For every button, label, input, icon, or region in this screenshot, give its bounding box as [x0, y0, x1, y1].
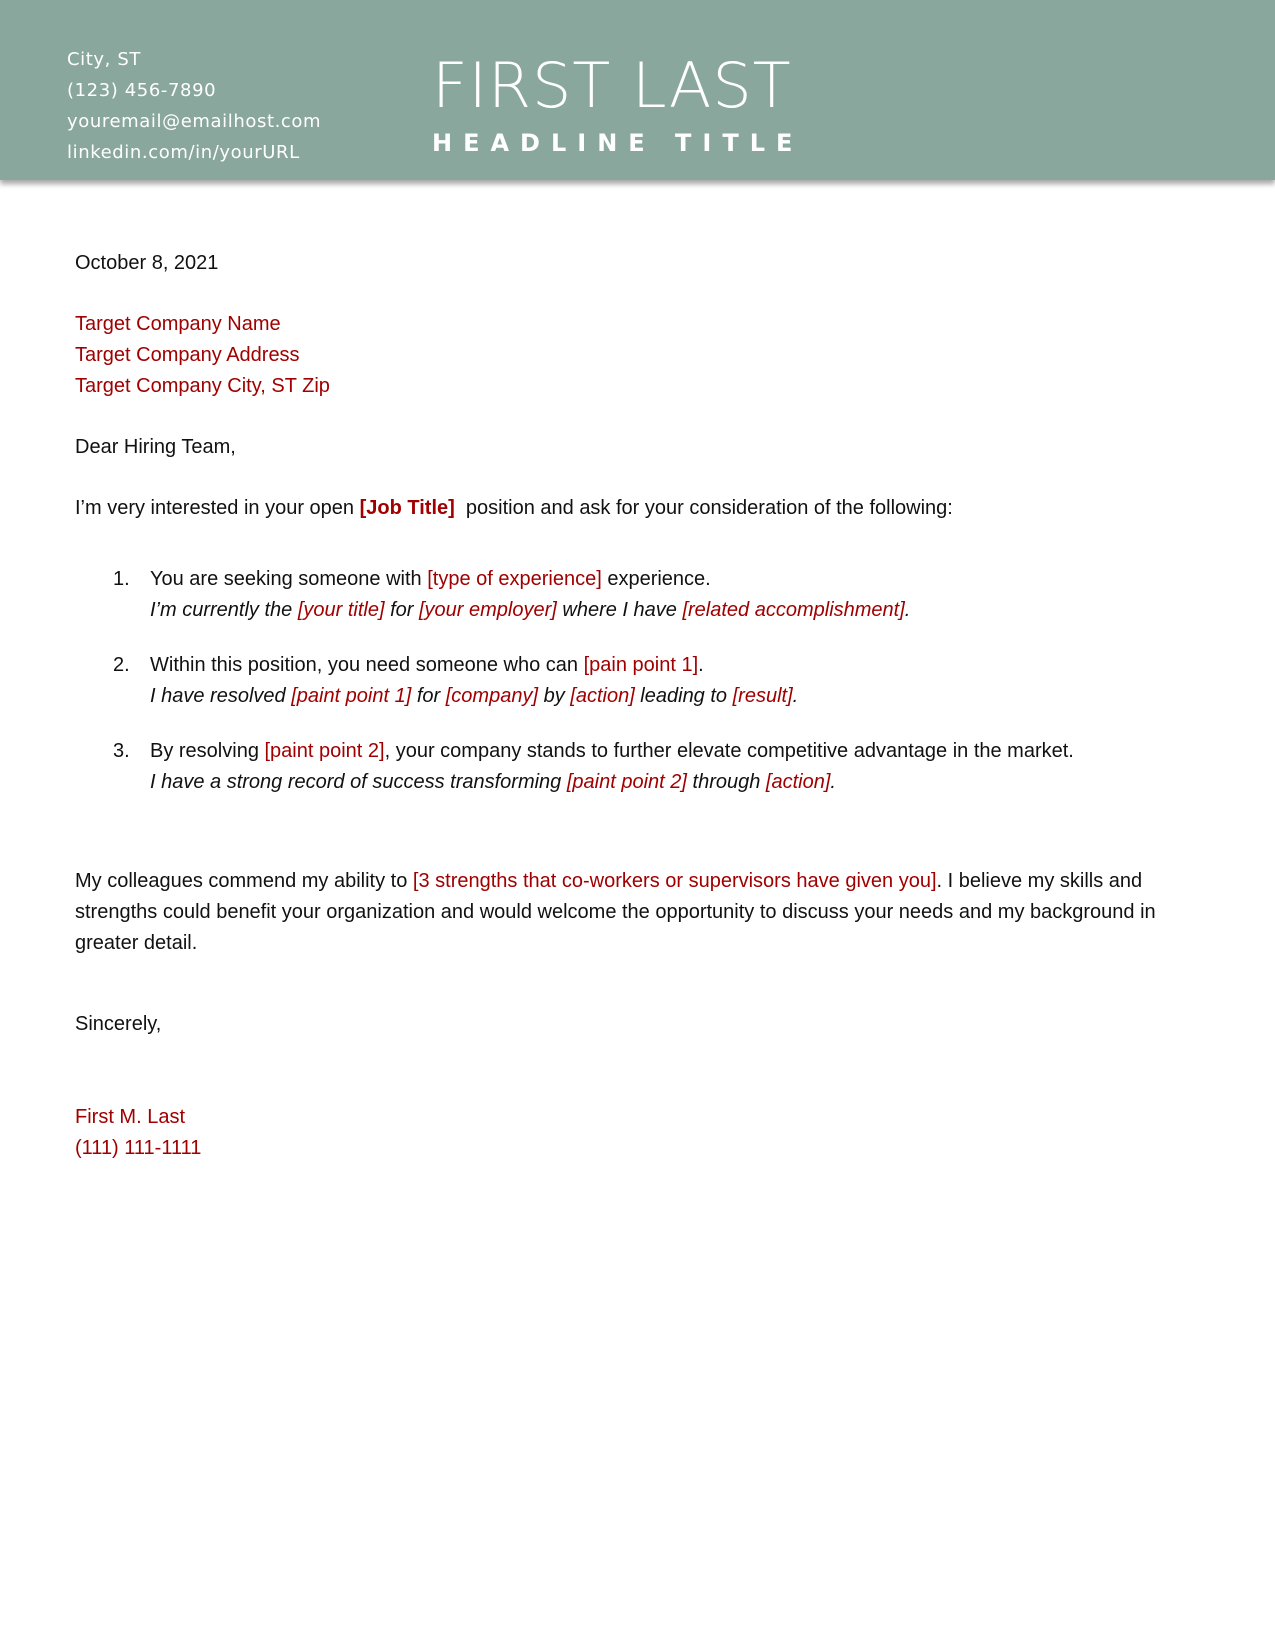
- list-item: [75, 650, 1215, 712]
- contact-linkedin: linkedin.com/in/yourURL: [67, 142, 300, 163]
- list-item-line2: I have a strong record of success transforming [paint point 2] through [action].: [150, 771, 836, 793]
- list-item: [75, 736, 1215, 798]
- company-name: Target Company Name: [75, 313, 281, 335]
- headline-title: HEADLINE TITLE: [432, 129, 804, 157]
- list-item-line1: Within this position, you need someone who can [pain point 1].: [150, 654, 704, 676]
- list-item-line1: You are seeking someone with [type of experience] experience.: [150, 568, 711, 590]
- list-item-line2: I’m currently the [your title] for [your employer] where I have [related accomplishment].: [150, 599, 911, 621]
- list-item: [75, 564, 1215, 626]
- intro-text-end: position and ask for your consideration of the following:: [454, 497, 953, 519]
- signoff: Sincerely,: [75, 1013, 162, 1035]
- list-number: 1.: [113, 568, 130, 590]
- list-item-line1: By resolving [paint point 2], your company stands to further elevate competitive advantage in the market.: [150, 740, 1074, 762]
- strengths-placeholder: [3 strengths that co-workers or supervisors have given you]: [412, 870, 937, 892]
- list-item-line2: I have resolved [paint point 1] for [company] by [action] leading to [result].: [150, 685, 799, 707]
- intro-text: I’m very interested in your open: [75, 497, 360, 519]
- letter-date: October 8, 2021: [75, 252, 219, 274]
- signature-name: First M. Last: [75, 1106, 186, 1128]
- company-city: Target Company City, ST Zip: [75, 375, 330, 397]
- contact-city: City, ST: [67, 49, 141, 70]
- qualification-list: [75, 564, 1215, 798]
- company-address: Target Company Address: [75, 344, 300, 366]
- list-number: 2.: [113, 654, 130, 676]
- job-title-placeholder: [Job Title]: [359, 497, 455, 519]
- list-number: 3.: [113, 740, 130, 762]
- letterhead-banner: [0, 0, 1275, 180]
- company-address-block: [75, 309, 1215, 402]
- letter-body: [75, 248, 1215, 1164]
- applicant-name: FIRST LAST: [432, 49, 792, 122]
- contact-email: youremail@emailhost.com: [67, 111, 322, 132]
- intro-paragraph: [75, 493, 1215, 524]
- contact-phone: (123) 456-7890: [67, 80, 217, 101]
- closing-paragraph: My colleagues commend my ability to [3 strengths that co-workers or supervisors have given you]. I believe my skills and strengths could benefit your organization and would welcome the opportunity to discuss your needs and my background in greater detail.: [75, 870, 1156, 954]
- signature-phone: (111) 111-1111: [75, 1137, 202, 1159]
- contact-info: [67, 44, 321, 168]
- salutation: Dear Hiring Team,: [75, 436, 236, 458]
